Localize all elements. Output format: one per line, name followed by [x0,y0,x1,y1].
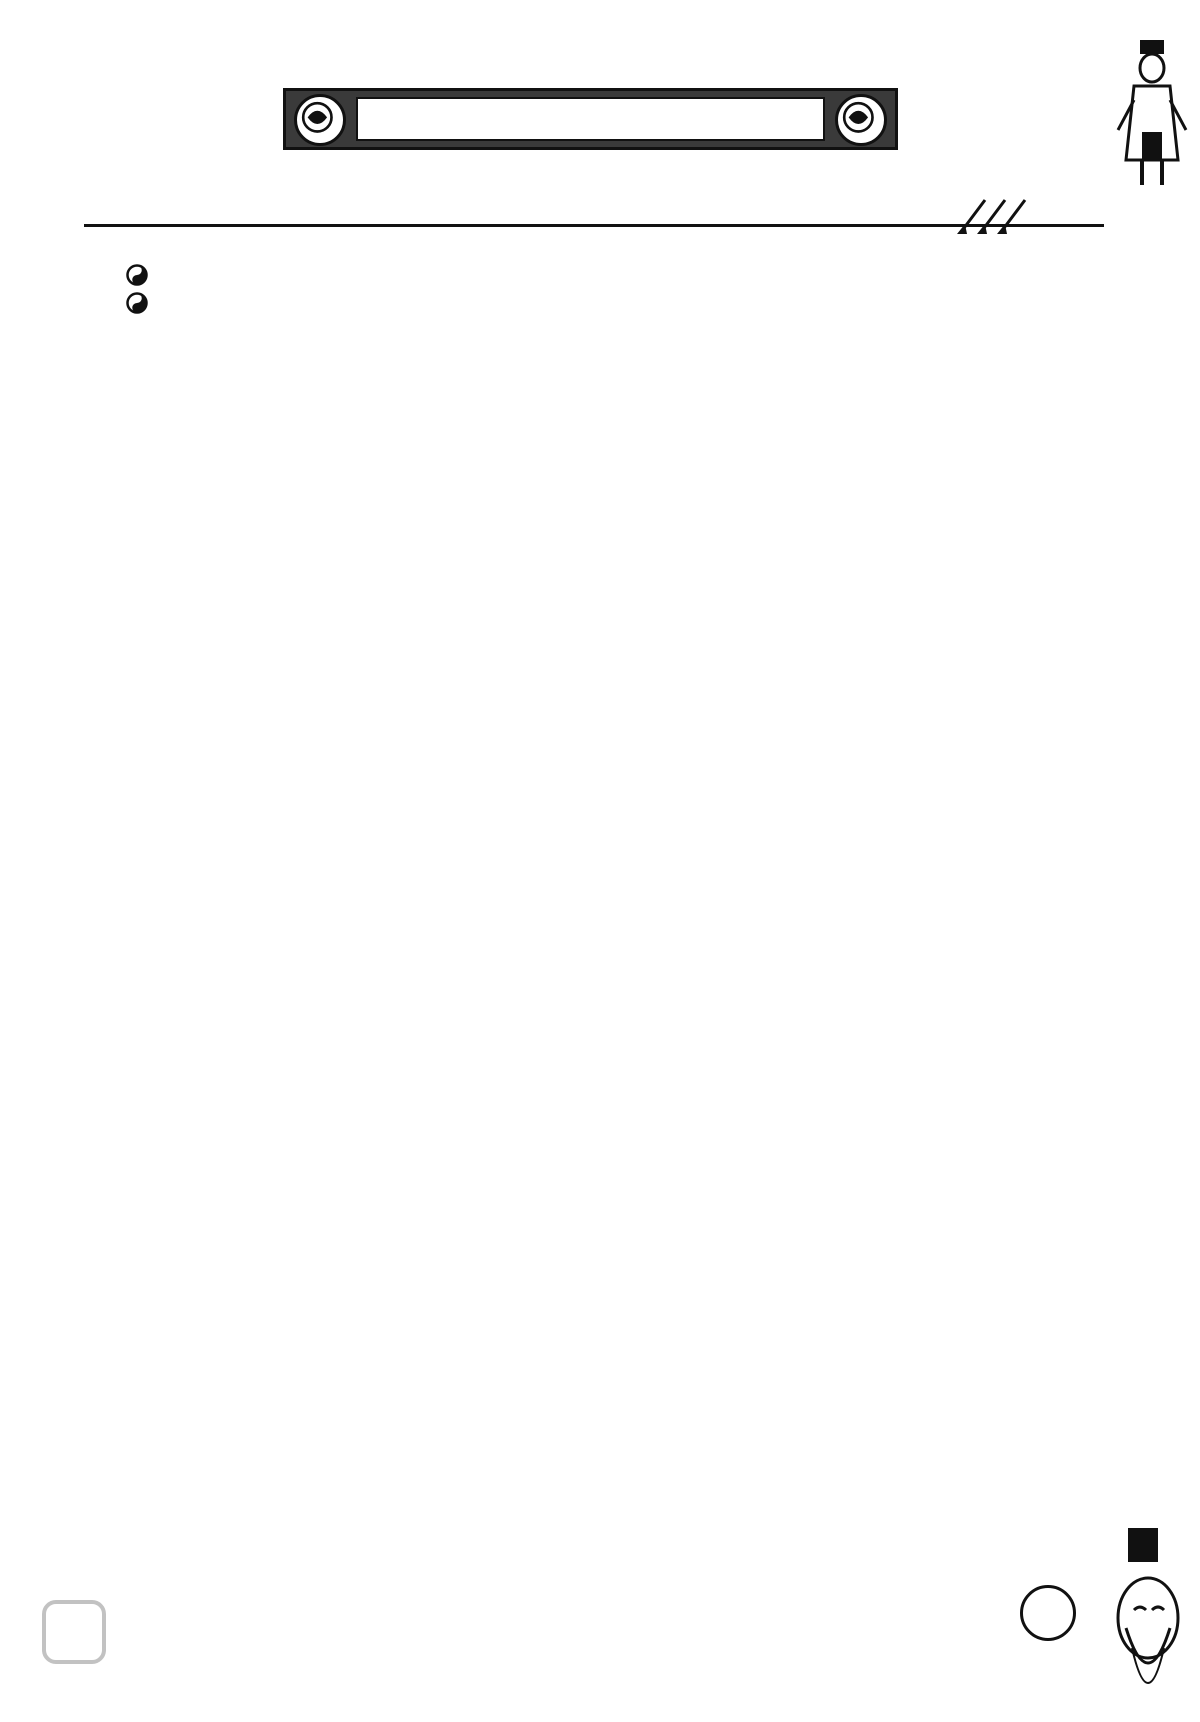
yin-yang-icon [126,292,148,314]
dragon-medallion-icon [835,94,887,146]
chapter-title-frame [356,97,825,141]
scholar-figure-icon [1112,40,1192,190]
yin-yang-icon [126,264,148,286]
bottom-ornament-border [0,1598,1030,1628]
arrows-icon [955,198,1035,238]
page-content [82,258,1108,318]
chapter-header-box [283,88,898,150]
top-ornament-border [0,40,1100,70]
old-man-figure-icon [1108,1528,1198,1718]
section-heading [126,292,1108,314]
right-ornament-border [1128,230,1168,1520]
section-heading [126,264,1108,286]
scanner-watermark [42,1600,120,1664]
dragon-medallion-icon [294,94,346,146]
camscanner-logo [42,1600,106,1664]
header-divider [84,224,1104,227]
page-number [1020,1585,1076,1641]
